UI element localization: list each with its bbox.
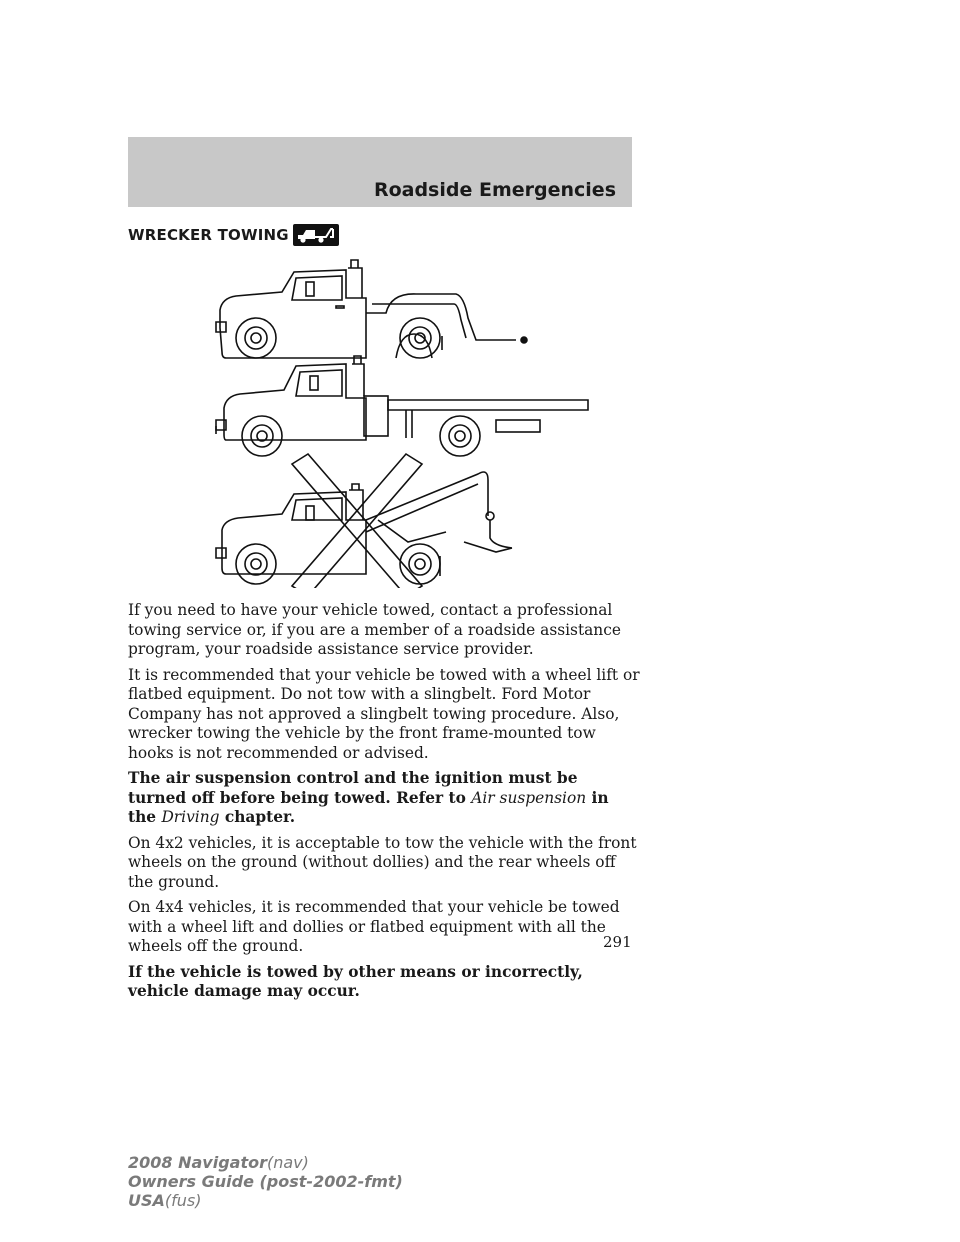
towing-illustration	[196, 258, 600, 588]
section-heading-text: WRECKER TOWING	[128, 226, 289, 244]
paragraph-air-suspension-warning: The air suspension control and the ignition must be turned off before being towed. Refer to Air suspension in the Driving chapter.	[128, 769, 609, 826]
slingbelt-truck	[216, 472, 512, 584]
tow-truck-icon	[293, 224, 339, 246]
reference-air-suspension: Air suspension	[471, 788, 587, 807]
page-header-title: Roadside Emergencies	[373, 179, 616, 201]
paragraph-contact-service: If you need to have your vehicle towed, contact a professional towing service or, if you are a member of a roadside assistance program, your roadside assistance service provider.	[128, 601, 621, 658]
flatbed-truck	[216, 356, 588, 456]
paragraph-4x2: On 4x2 vehicles, it is acceptable to tow the vehicle with the front wheels on the ground (without dollies) and the rear wheels off the ground.	[128, 833, 637, 891]
paragraph-recommended-equipment: It is recommended that your vehicle be towed with a wheel lift or flatbed equipment. Do not tow with a slingbelt. Ford Motor Company has not approved a slingbelt towing procedure. Also, wrecker towing the vehicle by the front frame-mounted tow hooks is not recommended or advised.	[128, 665, 640, 762]
prohibited-x-icon	[292, 454, 422, 588]
section-heading	[128, 224, 339, 246]
reference-driving-chapter: Driving	[161, 808, 220, 826]
footer: 2008 Navigator(nav) Owners Guide (post-2002-fmt) USA(fus)	[128, 1153, 403, 1210]
header-band	[128, 137, 632, 207]
paragraph-4x4: On 4x4 vehicles, it is recommended that your vehicle be towed with a wheel lift and dollies or flatbed equipment with all the wheels off the ground.	[128, 898, 620, 955]
page-number: 291	[603, 933, 632, 951]
paragraph-damage-warning: If the vehicle is towed by other means or incorrectly, vehicle damage may occur.	[128, 962, 583, 1000]
wheel-lift-truck	[216, 260, 527, 358]
body-text	[128, 601, 640, 1008]
